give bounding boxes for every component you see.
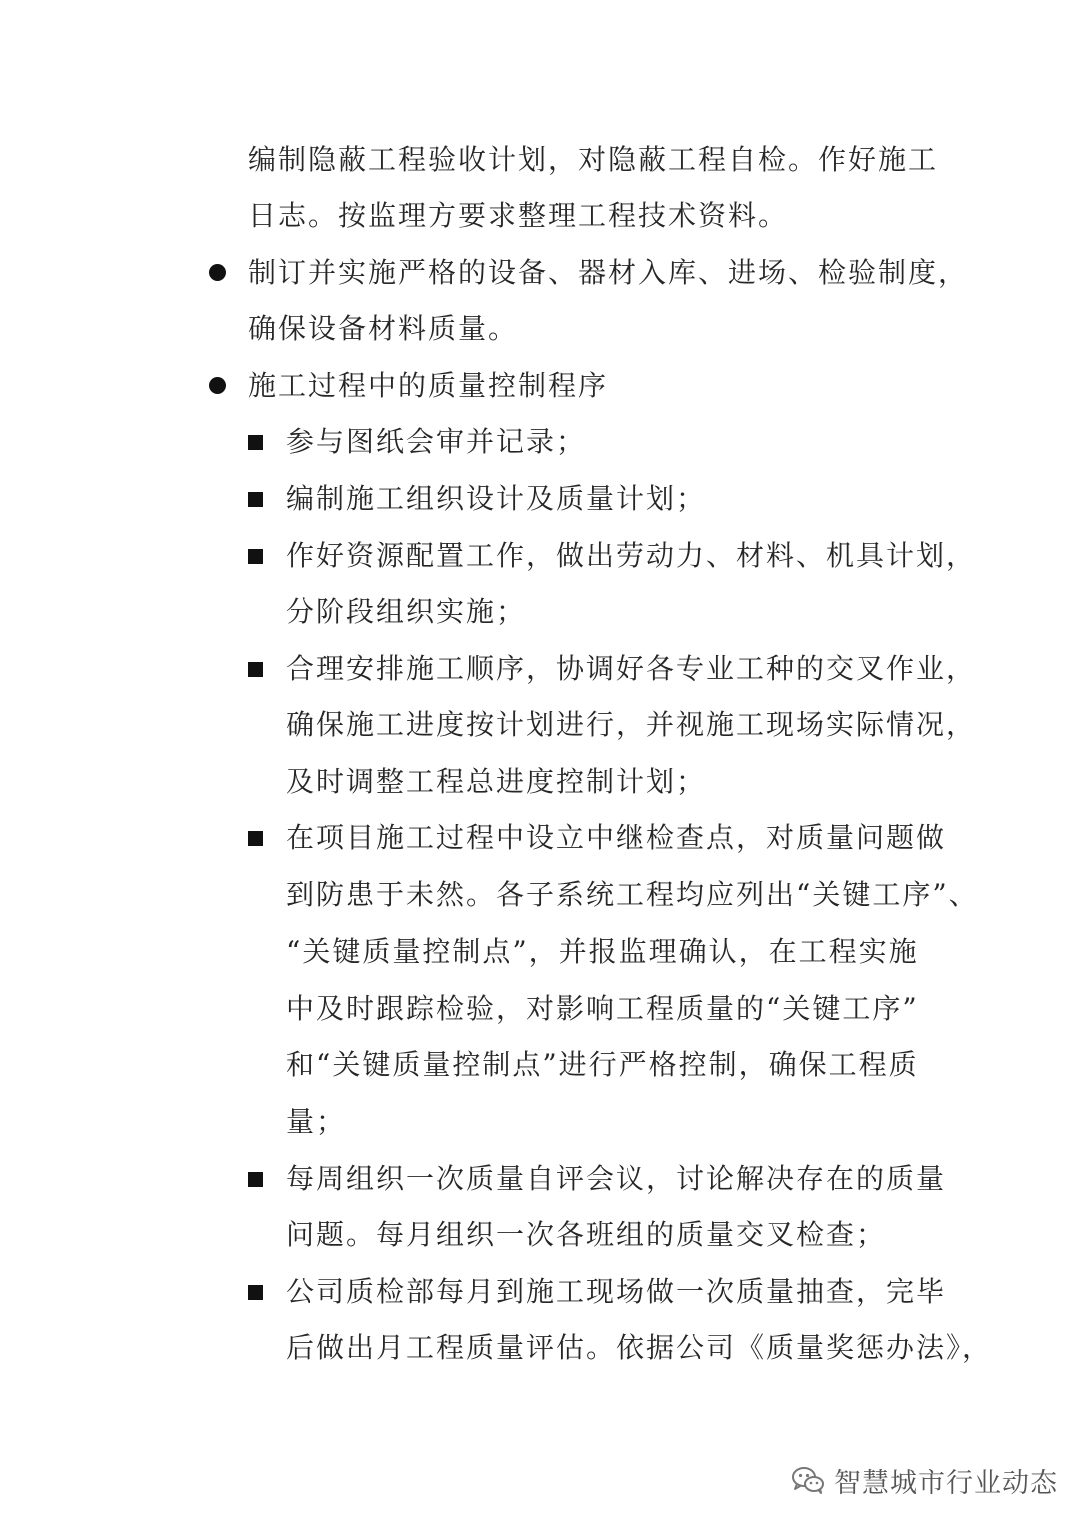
bullet-square-icon [248,549,263,564]
text-line: 在项目施工过程中设立中继检查点，对质量问题做 [286,821,947,854]
bullet-square-icon [248,492,263,507]
text-line: 施工过程中的质量控制程序 [248,369,609,402]
text-line: 作好资源配置工作，做出劳动力、材料、机具计划， [286,539,977,572]
text-line: 问题。每月组织一次各班组的质量交叉检查； [286,1218,887,1251]
text-line: 及时调整工程总进度控制计划； [286,765,707,798]
bullet-square-icon [248,831,263,846]
text-line: 后做出月工程质量评估。依据公司《质量奖惩办法》， [286,1331,993,1364]
text-line: 量； [286,1105,347,1138]
text-line: 中及时跟踪检验，对影响工程质量的“关键工序” [286,992,919,1025]
bullet-dot-icon [209,264,226,281]
bullet-square-icon [248,1285,263,1300]
text-line: 确保施工进度按计划进行，并视施工现场实际情况， [286,708,977,741]
text-line: “关键质量控制点”，并报监理确认，在工程实施 [286,935,919,968]
text-line: 参与图纸会审并记录； [286,425,587,458]
text-line: 公司质检部每月到施工现场做一次质量抽查，完毕 [286,1275,947,1308]
watermark-text: 智慧城市行业动态 [834,1467,1058,1499]
bullet-square-icon [248,1172,263,1187]
bullet-square-icon [248,662,263,677]
text-line: 和“关键质量控制点”进行严格控制，确保工程质 [286,1048,919,1081]
text-line: 确保设备材料质量。 [248,312,519,345]
watermark [790,1458,1058,1502]
bullet-square-icon [248,435,263,450]
text-line: 编制隐蔽工程验收计划，对隐蔽工程自检。作好施工 [248,143,939,176]
bullet-dot-icon [209,377,226,394]
text-line: 日志。按监理方要求整理工程技术资料。 [248,199,789,232]
text-line: 制订并实施严格的设备、器材入库、进场、检验制度， [248,256,969,289]
wechat-icon [790,1462,826,1498]
text-line: 分阶段组织实施； [286,595,527,628]
text-line: 每周组织一次质量自评会议，讨论解决存在的质量 [286,1162,947,1195]
text-line: 编制施工组织设计及质量计划； [286,482,707,515]
text-line: 合理安排施工顺序，协调好各专业工种的交叉作业， [286,652,977,685]
text-line: 到防患于未然。各子系统工程均应列出“关键工序”、 [286,878,979,911]
